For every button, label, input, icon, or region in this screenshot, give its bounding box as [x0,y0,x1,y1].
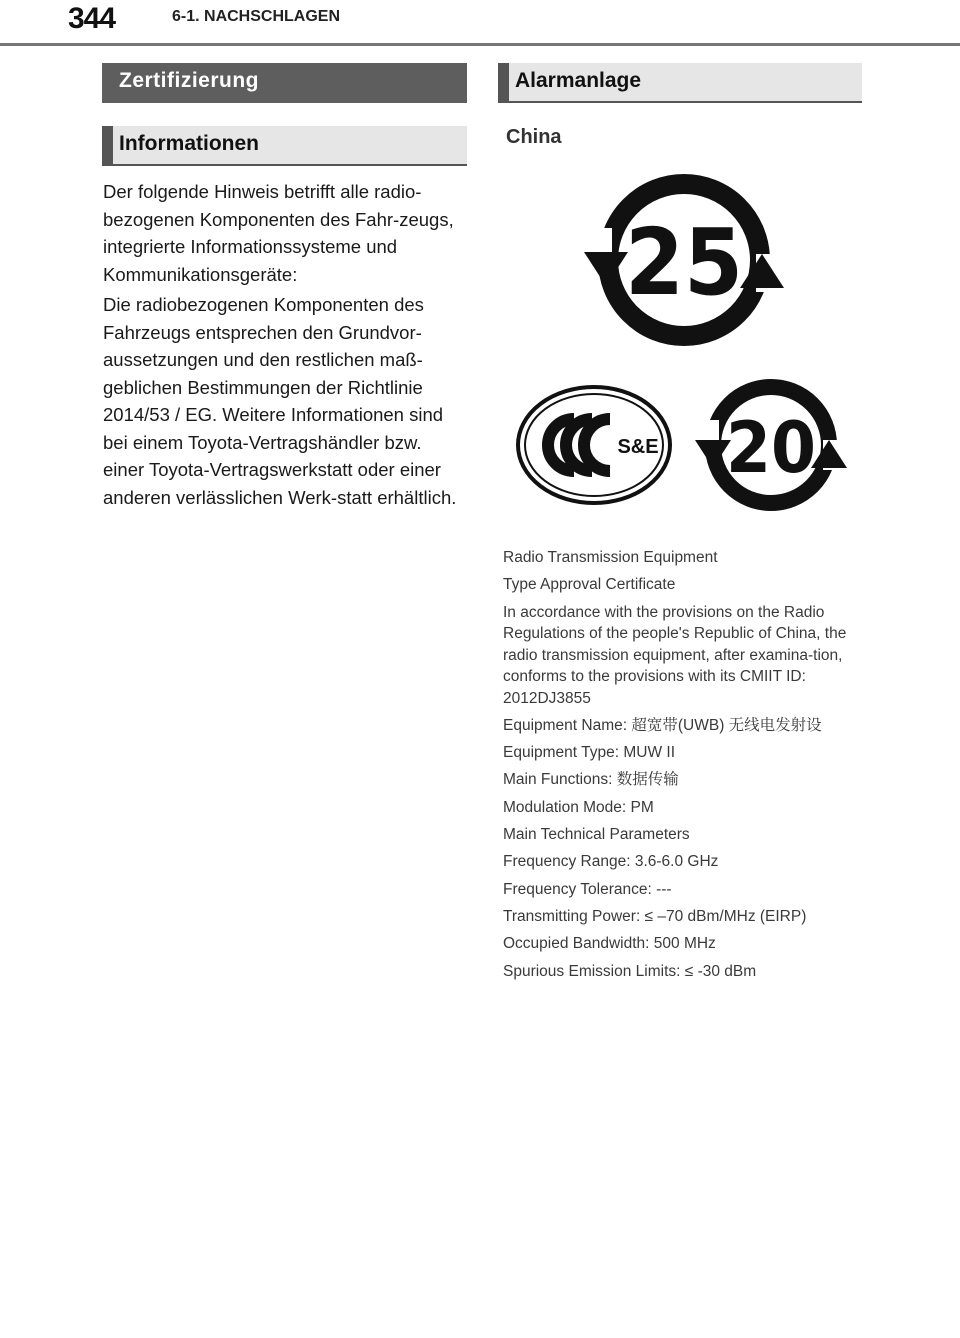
ccc-certification-logo [512,378,676,512]
header-rule [0,43,960,46]
info-line-modulation-mode: Modulation Mode: PM [503,798,654,816]
running-head: 6-1. NACHSCHLAGEN [172,8,341,25]
section-title-zertifizierung: Zertifizierung [102,63,467,103]
efup-20-logo [693,376,849,514]
info-line-provisions: In accordance with the provisions on the Radio Regulations of the people's Republic of China, the radio transmission equipment, after examina-tion, conforms to the provisions with its CMIIT ID: 2012DJ3855 [503,603,847,707]
info-line-frequency-range: Frequency Range: 3.6-6.0 GHz [503,853,719,871]
efup-25-number: 25 [625,209,743,316]
info-line-certificate: Type Approval Certificate [503,576,676,594]
info-line-occupied-bandwidth: Occupied Bandwidth: 500 MHz [503,935,716,953]
paragraph-notice: Der folgende Hinweis betrifft alle radio-bezogenen Komponenten des Fahr-zeugs, integrierte Informationssysteme und Kommunikationsgeräte: [103,181,454,285]
type-approval-info [503,547,863,988]
region-heading-china: China [506,126,562,148]
efup-25-logo [580,168,788,353]
paragraph-directive: Die radiobezogenen Komponenten des Fahrzeugs entsprechen den Grundvor-aussetzungen und den restlichen maß-geblichen Bestimmungen der Richtlinie 2014/53 / EG. Weitere Informationen sind bei einem Toyota-Vertragshändler bzw. einer Toyota-Vertragswerkstatt oder einer anderen verlässlichen Werk-statt erhältlich. [103,294,457,508]
page-number: 344 [68,2,116,35]
info-line-frequency-tolerance: Frequency Tolerance: --- [503,880,672,898]
info-line-equipment-type: Equipment Type: MUW II [503,744,675,762]
info-line-equipment: Radio Transmission Equipment [503,549,718,566]
subsection-title-informationen: Informationen [102,126,467,166]
info-line-equipment-name: Equipment Name: 超宽带(UWB) 无线电发射设 [503,716,822,734]
section-title-alarmanlage: Alarmanlage [498,63,862,103]
info-line-main-functions: Main Functions: 数据传输 [503,771,679,789]
info-line-spurious-emission: Spurious Emission Limits: ≤ -30 dBm [503,962,757,980]
ccc-mark-label: S&E [617,436,659,458]
info-line-transmitting-power: Transmitting Power: ≤ –70 dBm/MHz (EIRP) [503,907,807,925]
efup-20-number: 20 [726,407,816,489]
info-line-technical-parameters: Main Technical Parameters [503,826,690,844]
